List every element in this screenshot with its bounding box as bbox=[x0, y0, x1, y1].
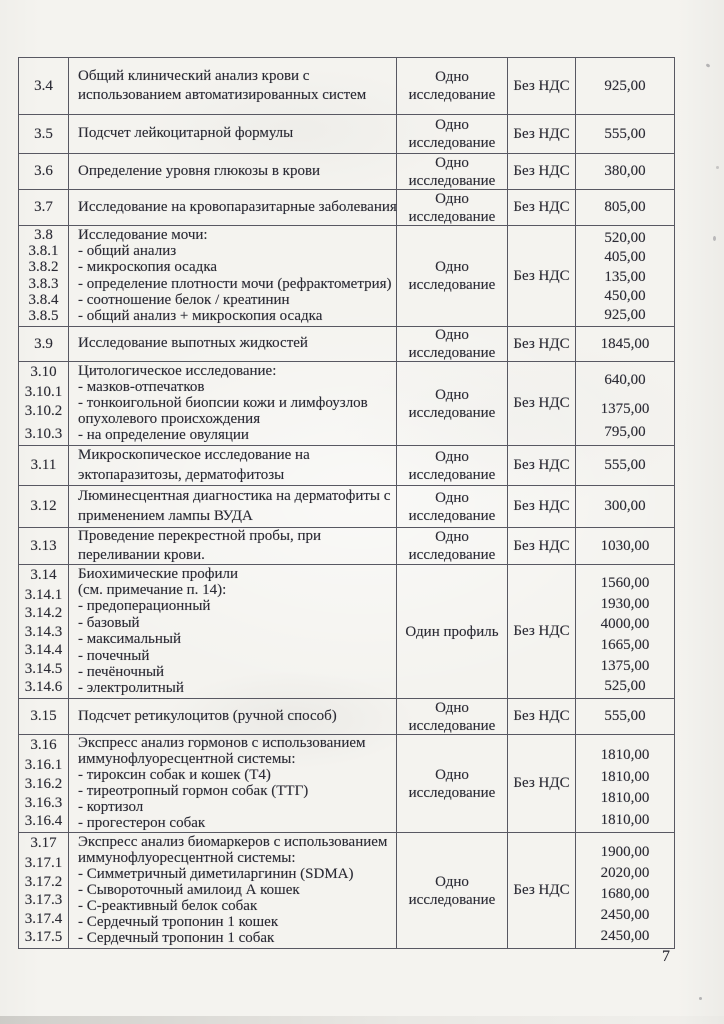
price-value: 405,00 bbox=[604, 249, 646, 266]
service-name-line: иммунофлуоресцентной системы: bbox=[78, 849, 296, 866]
table-row bbox=[19, 564, 674, 698]
service-name-line: - Сердечный тропонин 1 собак bbox=[78, 930, 275, 947]
vat-label: Без НДС bbox=[513, 457, 570, 473]
service-name-line: - базовый bbox=[78, 614, 140, 631]
service-name-cell bbox=[69, 154, 397, 189]
row-number: 3.17.4 bbox=[24, 910, 63, 927]
price-value: 555,00 bbox=[604, 457, 646, 473]
row-number: 3.15 bbox=[30, 708, 57, 724]
row-number: 3.16.4 bbox=[24, 813, 63, 830]
row-number: 3.14.1 bbox=[24, 586, 63, 603]
vat-label: Без НДС bbox=[513, 882, 570, 898]
service-name-line: - общий анализ + микроскопия осадка bbox=[78, 308, 323, 325]
service-name-line: - прогестерон собак bbox=[78, 814, 206, 831]
service-name-line: опухолевого происхождения bbox=[78, 411, 261, 428]
price-value: 380,00 bbox=[604, 163, 646, 179]
vat-cell bbox=[508, 565, 576, 698]
service-name-line: - микроскопия осадка bbox=[78, 259, 218, 276]
scan-speck bbox=[716, 166, 719, 169]
price-cell bbox=[576, 528, 674, 564]
price-value: 2450,00 bbox=[600, 907, 650, 923]
service-name-line: - мазков-отпечатков bbox=[78, 378, 205, 395]
unit-cell bbox=[397, 735, 508, 832]
price-cell bbox=[576, 58, 674, 114]
vat-label: Без НДС bbox=[513, 125, 570, 142]
service-name-line: - С-реактивный белок собак bbox=[78, 898, 258, 915]
service-name-line: - максимальный bbox=[78, 631, 182, 648]
vat-cell bbox=[508, 115, 576, 153]
unit-label: Один профиль bbox=[405, 623, 499, 640]
price-value: 525,00 bbox=[604, 678, 646, 695]
unit-label: Одно исследование bbox=[408, 259, 496, 293]
price-value: 4000,00 bbox=[600, 616, 650, 633]
price-value: 135,00 bbox=[604, 268, 646, 285]
price-cell bbox=[576, 446, 674, 485]
row-number: 3.10 bbox=[30, 364, 57, 381]
vat-label: Без НДС bbox=[513, 498, 570, 514]
service-name-line: использованием автоматизированных систем bbox=[78, 87, 367, 103]
vat-cell bbox=[508, 327, 576, 361]
price-value: 1930,00 bbox=[600, 595, 650, 612]
vat-cell bbox=[508, 528, 576, 564]
row-number: 3.12 bbox=[30, 498, 57, 514]
price-cell bbox=[576, 486, 674, 527]
unit-cell bbox=[397, 699, 508, 734]
service-name-line: - определение плотности мочи (рефрактометрия) bbox=[78, 275, 392, 292]
table-row bbox=[19, 832, 674, 948]
service-name-cell bbox=[69, 226, 397, 326]
table-row bbox=[19, 698, 674, 734]
unit-cell bbox=[397, 154, 508, 189]
row-number-cell bbox=[19, 58, 69, 114]
table-row bbox=[19, 527, 674, 564]
row-number: 3.16.2 bbox=[24, 775, 63, 792]
price-cell bbox=[576, 735, 674, 832]
service-name-line: Исследование выпотных жидкостей bbox=[78, 335, 308, 352]
unit-cell bbox=[397, 486, 508, 527]
row-number-cell bbox=[19, 190, 69, 225]
service-name-line: - предоперационный bbox=[78, 598, 211, 615]
row-number-cell bbox=[19, 699, 69, 734]
scan-speck bbox=[699, 997, 702, 1000]
row-number: 3.8.3 bbox=[28, 275, 59, 292]
vat-cell bbox=[508, 699, 576, 734]
row-number: 3.17.3 bbox=[24, 892, 63, 909]
service-name-line: Экспресс анализ гормонов с использованием bbox=[78, 735, 366, 752]
price-value: 1810,00 bbox=[600, 790, 650, 807]
row-number-cell bbox=[19, 446, 69, 485]
row-number: 3.10.1 bbox=[24, 383, 63, 400]
price-value: 300,00 bbox=[604, 498, 646, 514]
service-name-line: Микроскопическое исследование на bbox=[78, 447, 310, 463]
row-number: 3.14.4 bbox=[24, 642, 63, 659]
price-value: 1810,00 bbox=[600, 811, 650, 828]
row-number: 3.5 bbox=[34, 125, 53, 142]
service-name-line: Общий клинический анализ крови с bbox=[78, 67, 310, 84]
service-name-cell bbox=[69, 735, 397, 832]
row-number: 3.8.1 bbox=[28, 243, 59, 259]
vat-label: Без НДС bbox=[513, 708, 570, 724]
row-number: 3.17.1 bbox=[24, 854, 63, 871]
row-number-cell bbox=[19, 486, 69, 527]
row-number: 3.14.3 bbox=[24, 623, 63, 640]
unit-label: Одно исследование bbox=[408, 386, 496, 421]
vat-cell bbox=[508, 190, 576, 225]
table-row bbox=[19, 734, 674, 832]
row-number: 3.8 bbox=[34, 226, 53, 243]
row-number: 3.16.1 bbox=[24, 757, 63, 774]
unit-cell bbox=[397, 528, 508, 564]
service-name-cell bbox=[69, 486, 397, 527]
price-value: 1375,00 bbox=[600, 657, 650, 674]
service-name-line: - почечный bbox=[78, 647, 150, 664]
row-number-cell bbox=[19, 565, 69, 698]
vat-cell bbox=[508, 226, 576, 326]
service-name-line: - кортизол bbox=[78, 798, 144, 815]
unit-label: Одно исследование bbox=[408, 190, 496, 225]
page-number: 7 bbox=[662, 948, 670, 965]
row-number-cell bbox=[19, 327, 69, 361]
unit-label: Одно исследование bbox=[408, 873, 496, 908]
price-value: 1680,00 bbox=[600, 886, 650, 902]
row-number-cell bbox=[19, 833, 69, 948]
row-number-cell bbox=[19, 154, 69, 189]
price-table bbox=[18, 57, 675, 949]
service-name-line: - общий анализ bbox=[78, 243, 177, 259]
price-value: 1845,00 bbox=[600, 335, 650, 352]
table-row bbox=[19, 114, 674, 153]
unit-label: Одно исследование bbox=[408, 327, 496, 361]
row-number: 3.17.2 bbox=[24, 873, 63, 890]
vat-cell bbox=[508, 446, 576, 485]
scan-speck bbox=[713, 236, 716, 241]
row-number-cell bbox=[19, 115, 69, 153]
service-name-line: Подсчет ретикулоцитов (ручной способ) bbox=[78, 707, 337, 724]
price-value: 1665,00 bbox=[600, 636, 650, 653]
row-number: 3.10.3 bbox=[24, 425, 63, 442]
service-name-line: - тиреотропный гормон собак (ТТГ) bbox=[78, 782, 309, 799]
service-name-cell bbox=[69, 565, 397, 698]
service-name-line: (см. примечание п. 14): bbox=[78, 582, 227, 599]
row-number: 3.10.2 bbox=[24, 403, 63, 420]
row-number: 3.4 bbox=[34, 77, 53, 94]
service-name-cell bbox=[69, 699, 397, 734]
table-row bbox=[19, 153, 674, 189]
row-number: 3.16.3 bbox=[24, 794, 63, 811]
unit-label: Одно исследование bbox=[408, 117, 496, 151]
service-name-line: Проведение перекрестной пробы, при bbox=[78, 527, 322, 544]
service-name-line: эктопаразитозы, дерматофитозы bbox=[78, 466, 285, 483]
unit-label: Одно исследование bbox=[408, 699, 496, 734]
row-number: 3.16 bbox=[30, 736, 57, 753]
price-value: 1900,00 bbox=[600, 844, 650, 860]
vat-cell bbox=[508, 154, 576, 189]
row-number-cell bbox=[19, 362, 69, 445]
vat-label: Без НДС bbox=[513, 395, 570, 411]
table-row bbox=[19, 58, 674, 114]
row-number: 3.14.2 bbox=[24, 605, 63, 622]
vat-cell bbox=[508, 833, 576, 948]
vat-label: Без НДС bbox=[513, 537, 570, 554]
scan-bottom-edge bbox=[0, 1016, 724, 1024]
service-name-line: Экспресс анализ биомаркеров с использованием bbox=[78, 833, 388, 850]
service-name-cell bbox=[69, 327, 397, 361]
vat-cell bbox=[508, 486, 576, 527]
service-name-line: Люминесцентная диагностика на дерматофиты с bbox=[78, 488, 391, 504]
service-name-line: - тироксин собак и кошек (Т4) bbox=[78, 767, 271, 784]
vat-label: Без НДС bbox=[513, 163, 570, 179]
service-name-line: - Сывороточный амилоид А кошек bbox=[78, 882, 300, 898]
price-value: 795,00 bbox=[604, 424, 646, 440]
vat-cell bbox=[508, 58, 576, 114]
vat-cell bbox=[508, 735, 576, 832]
unit-cell bbox=[397, 226, 508, 326]
price-value: 1030,00 bbox=[600, 537, 650, 554]
unit-cell bbox=[397, 362, 508, 445]
row-number-cell bbox=[19, 226, 69, 326]
price-cell bbox=[576, 833, 674, 948]
row-number-cell bbox=[19, 528, 69, 564]
row-number: 3.7 bbox=[34, 199, 53, 215]
service-name-cell bbox=[69, 58, 397, 114]
row-number: 3.14.6 bbox=[24, 679, 63, 696]
price-cell bbox=[576, 154, 674, 189]
row-number: 3.9 bbox=[34, 335, 53, 352]
price-value: 1375,00 bbox=[600, 401, 650, 417]
row-number: 3.8.2 bbox=[28, 259, 59, 276]
unit-label: Одно исследование bbox=[408, 154, 496, 189]
price-value: 450,00 bbox=[604, 287, 646, 304]
price-value: 925,00 bbox=[604, 77, 646, 94]
service-name-cell bbox=[69, 528, 397, 564]
table-row bbox=[19, 445, 674, 485]
vat-label: Без НДС bbox=[513, 77, 570, 94]
unit-cell bbox=[397, 190, 508, 225]
price-value: 805,00 bbox=[604, 199, 646, 215]
service-name-line: Подсчет лейкоцитарной формулы bbox=[78, 125, 294, 142]
vat-label: Без НДС bbox=[513, 267, 570, 284]
price-value: 2450,00 bbox=[600, 928, 650, 944]
price-cell bbox=[576, 565, 674, 698]
price-value: 1810,00 bbox=[600, 747, 650, 764]
row-number: 3.11 bbox=[30, 457, 57, 473]
unit-cell bbox=[397, 327, 508, 361]
price-cell bbox=[576, 362, 674, 445]
service-name-line: - на определение овуляции bbox=[78, 427, 249, 444]
service-name-cell bbox=[69, 446, 397, 485]
row-number: 3.17.5 bbox=[24, 929, 63, 946]
service-name-cell bbox=[69, 115, 397, 153]
unit-cell bbox=[397, 446, 508, 485]
table-row bbox=[19, 485, 674, 527]
service-name-line: - электролитный bbox=[78, 680, 184, 697]
service-name-line: Определение уровня глюкозы в крови bbox=[78, 162, 321, 179]
service-name-line: иммунофлуоресцентной системы: bbox=[78, 751, 296, 768]
service-name-line: переливании крови. bbox=[78, 547, 205, 563]
unit-label: Одно исследование bbox=[408, 766, 496, 801]
vat-label: Без НДС bbox=[513, 199, 570, 215]
vat-label: Без НДС bbox=[513, 775, 570, 791]
service-name-line: - тонкоигольной биопсии кожи и лимфоузлов bbox=[78, 395, 368, 412]
unit-label: Одно исследование bbox=[408, 448, 496, 483]
service-name-line: - Сердечный тропонин 1 кошек bbox=[78, 914, 279, 931]
price-value: 640,00 bbox=[604, 372, 646, 388]
unit-label: Одно исследование bbox=[408, 529, 496, 563]
vat-cell bbox=[508, 362, 576, 445]
unit-cell bbox=[397, 833, 508, 948]
price-cell bbox=[576, 699, 674, 734]
price-cell bbox=[576, 226, 674, 326]
row-number: 3.17 bbox=[30, 834, 57, 851]
vat-label: Без НДС bbox=[513, 335, 570, 352]
price-value: 520,00 bbox=[604, 230, 646, 247]
row-number: 3.14 bbox=[30, 566, 57, 583]
service-name-line: - Симметричный диметиларгинин (SDMA) bbox=[78, 865, 354, 882]
price-cell bbox=[576, 190, 674, 225]
service-name-line: - соотношение белок / креатинин bbox=[78, 291, 290, 308]
price-value: 555,00 bbox=[604, 125, 646, 142]
service-name-cell bbox=[69, 362, 397, 445]
table-row bbox=[19, 225, 674, 326]
price-value: 1810,00 bbox=[600, 768, 650, 785]
service-name-line: Исследование мочи: bbox=[78, 226, 208, 243]
row-number: 3.8.4 bbox=[28, 291, 59, 308]
row-number: 3.8.5 bbox=[28, 308, 59, 325]
table-row bbox=[19, 326, 674, 361]
service-name-cell bbox=[69, 833, 397, 948]
service-name-line: применением лампы ВУДА bbox=[78, 507, 253, 524]
unit-label: Одно исследование bbox=[408, 489, 496, 524]
price-value: 2020,00 bbox=[600, 865, 650, 881]
row-number: 3.13 bbox=[30, 537, 57, 554]
row-number: 3.14.5 bbox=[24, 660, 63, 677]
service-name-line: Цитологическое исследование: bbox=[78, 362, 277, 379]
table-row bbox=[19, 189, 674, 225]
table-row bbox=[19, 361, 674, 445]
unit-cell bbox=[397, 58, 508, 114]
unit-cell bbox=[397, 565, 508, 698]
price-cell bbox=[576, 327, 674, 361]
vat-label: Без НДС bbox=[513, 623, 570, 639]
service-name-line: Биохимические профили bbox=[78, 565, 239, 582]
unit-cell bbox=[397, 115, 508, 153]
price-value: 925,00 bbox=[604, 306, 646, 323]
unit-label: Одно исследование bbox=[408, 69, 496, 103]
service-name-line: Исследование на кровопаразитарные заболевания bbox=[78, 198, 397, 215]
price-cell bbox=[576, 115, 674, 153]
service-name-line: - печёночный bbox=[78, 663, 165, 680]
service-name-cell bbox=[69, 190, 397, 225]
price-value: 1560,00 bbox=[600, 575, 650, 592]
row-number-cell bbox=[19, 735, 69, 832]
price-value: 555,00 bbox=[604, 708, 646, 724]
row-number: 3.6 bbox=[34, 163, 53, 179]
